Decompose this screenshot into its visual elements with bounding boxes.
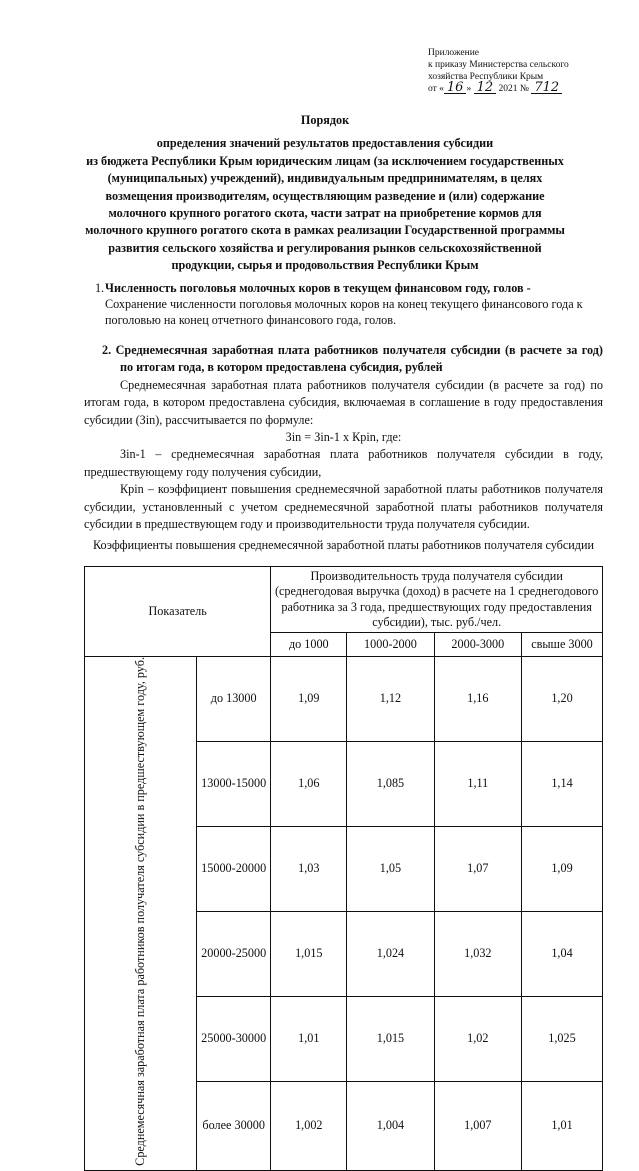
table-header-row — [85, 567, 603, 633]
table-cell: 1,085 — [347, 741, 434, 826]
table-cell: 1,01 — [271, 996, 347, 1081]
title-line: развития сельского хозяйства и регулирования рынков сельскохозяйственной — [108, 240, 542, 255]
table-cell: 1,16 — [434, 657, 521, 742]
table-cell: 1,20 — [522, 657, 603, 742]
coefficients-table — [84, 566, 603, 1171]
row-group-label-cell — [85, 657, 197, 1171]
section-2-paragraph-2: Зin-1 – среднемесячная заработная плата работников получателя субсидии в году, предшествующему году получения субсидии, — [84, 447, 603, 479]
row-label: 25000-30000 — [197, 996, 271, 1081]
appendix-line-3: хозяйства Республики Крым — [428, 72, 544, 82]
appendix-date-line — [428, 80, 628, 95]
date-day: 16 — [444, 83, 467, 94]
date-year-no: 2021 № — [498, 84, 529, 94]
row-label: 20000-25000 — [197, 911, 271, 996]
table-cell: 1,032 — [434, 911, 521, 996]
section-1-text: Сохранение численности поголовья молочных коров на конец текущего финансового года к поголовью на конец отчетного финансового года, голов. — [105, 297, 583, 327]
table-cell: 1,03 — [271, 826, 347, 911]
appendix-line-2: к приказу Министерства сельского — [428, 60, 569, 70]
title-line: продукции, сырья и продовольствия Республики Крым — [171, 258, 479, 273]
title-line: возмещения производителям, осуществляющим разведение и (или) содержание — [105, 188, 545, 203]
document-title — [70, 112, 580, 275]
column-header: 1000-2000 — [347, 633, 434, 657]
date-month: 12 — [474, 83, 497, 94]
date-prefix: от « — [428, 84, 444, 94]
section-2-paragraph-1: Среднемесячная заработная плата работников получателя субсидии (в расчете за год) по итогам года, в котором предоставлена субсидия, включаемая в соглашение в году предоставления субсидии (Зin), рассчитывается по формуле: — [84, 377, 603, 427]
row-label: более 30000 — [197, 1081, 271, 1170]
column-header: 2000-3000 — [434, 633, 521, 657]
row-group-label: Среднемесячная заработная плата работников получателя субсидии в предшествующем году, руб. — [133, 657, 147, 1166]
table-cell: 1,05 — [347, 826, 434, 911]
table-cell: 1,02 — [434, 996, 521, 1081]
table-cell: 1,015 — [347, 996, 434, 1081]
section-2-heading: 2. Среднемесячная заработная плата работников получателя субсидии (в расчете за год) по итогам года, в котором предоставлена субсидия, рублей — [102, 343, 603, 375]
row-label: 15000-20000 — [197, 826, 271, 911]
date-mid: » — [466, 84, 472, 94]
section-2-paragraph-3: Кpin – коэффициент повышения среднемесячной заработной платы работников получателя субсидии, установленный с учетом среднемесячной заработной платы работников получателя субсидии в предшествующем году и производительности труда получателя субсидии. — [84, 482, 603, 532]
table-cell: 1,06 — [271, 741, 347, 826]
table-cell: 1,004 — [347, 1081, 434, 1170]
title-line: определения значений результатов предоставления субсидии — [156, 136, 494, 151]
order-number: 712 — [531, 83, 562, 94]
formula: Зin = Зin-1 x Кpin, где: — [285, 430, 402, 445]
table-cell: 1,09 — [522, 826, 603, 911]
indicator-header: Показатель — [85, 567, 271, 657]
appendix-block — [428, 47, 628, 95]
table-caption: Коэффициенты повышения среднемесячной заработной платы работников получателя субсидии — [92, 538, 595, 552]
table-cell: 1,007 — [434, 1081, 521, 1170]
row-label: до 13000 — [197, 657, 271, 742]
table-row — [85, 657, 603, 742]
table-cell: 1,12 — [347, 657, 434, 742]
column-header: свыше 3000 — [522, 633, 603, 657]
table-cell: 1,015 — [271, 911, 347, 996]
appendix-line-1: Приложение — [428, 48, 479, 58]
title-line: из бюджета Республики Крым юридическим лицам (за исключением государственных — [86, 153, 564, 168]
title-line: молочного крупного рогатого скота в рамках реализации Государственной программы — [85, 223, 565, 238]
section-1 — [95, 280, 603, 328]
title-line: молочного крупного рогатого скота, части затрат на приобретение кормов для — [108, 206, 542, 221]
table-cell: 1,04 — [522, 911, 603, 996]
table-cell: 1,025 — [522, 996, 603, 1081]
section-1-heading: Численность поголовья молочных коров в текущем финансовом году, голов - — [105, 281, 531, 295]
table-cell: 1,11 — [434, 741, 521, 826]
productivity-header: Производительность труда получателя субсидии (среднегодовая выручка (доход) в расчете на 1 среднегодового работника за 3 года, предшествующих году предоставления субсидии), тыс. руб./чел. — [271, 567, 603, 633]
table-cell: 1,002 — [271, 1081, 347, 1170]
table-cell: 1,14 — [522, 741, 603, 826]
table-cell: 1,024 — [347, 911, 434, 996]
title-line: (муниципальных) учреждений), индивидуальным предпринимателям, в целях — [107, 171, 543, 186]
row-label: 13000-15000 — [197, 741, 271, 826]
section-2 — [84, 342, 603, 533]
title-heading: Порядок — [300, 113, 350, 127]
table-cell: 1,07 — [434, 826, 521, 911]
column-header: до 1000 — [271, 633, 347, 657]
section-1-number: 1. — [95, 281, 105, 295]
table-cell: 1,09 — [271, 657, 347, 742]
table-cell: 1,01 — [522, 1081, 603, 1170]
